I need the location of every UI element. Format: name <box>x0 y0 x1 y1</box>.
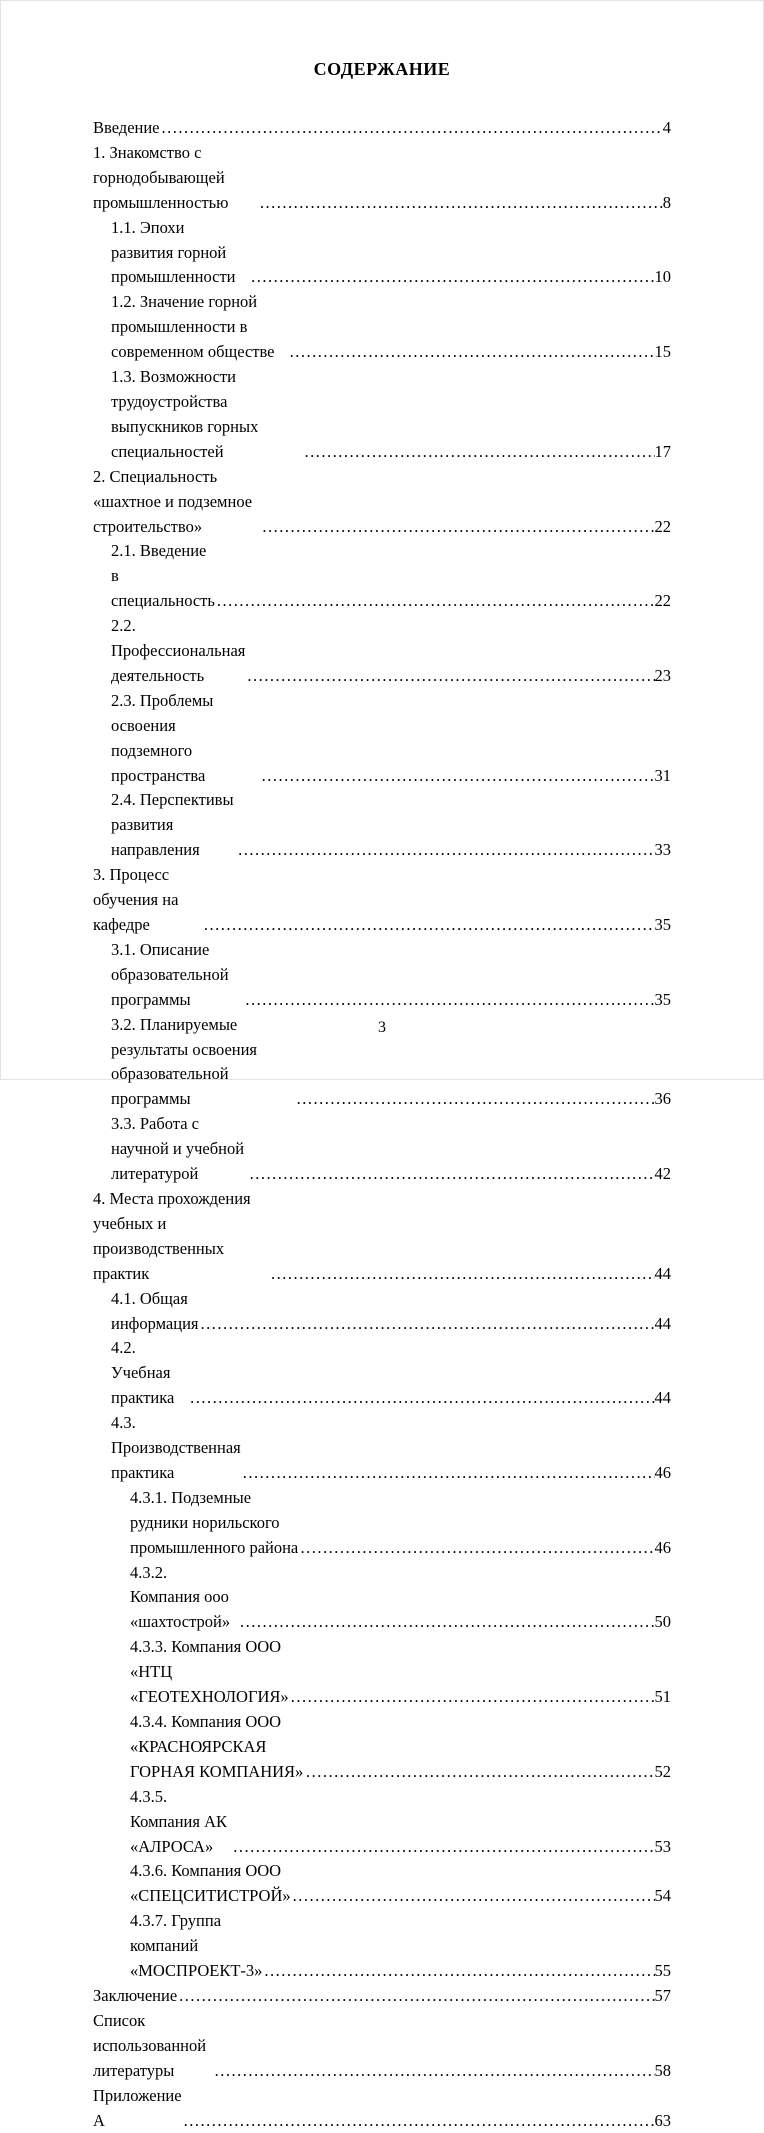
toc-leader-dots <box>231 1835 654 1860</box>
toc-leader-dots <box>199 1312 655 1337</box>
toc-entry <box>93 1112 671 1187</box>
toc-entry-page: 51 <box>655 1685 672 1710</box>
toc-entry <box>93 1859 671 1909</box>
toc-entry <box>93 1635 671 1710</box>
toc-entry-page: 22 <box>655 589 672 614</box>
toc-leader-dots <box>304 1760 654 1785</box>
toc-leader-dots <box>243 988 654 1013</box>
toc-entry-page: 4 <box>663 116 671 141</box>
toc-entry <box>93 938 671 1013</box>
toc-leader-dots <box>238 1610 655 1635</box>
toc-leader-dots <box>177 1984 654 2009</box>
toc-entry <box>93 1909 671 1984</box>
toc-entry <box>93 1561 671 1636</box>
toc-entry-page: 44 <box>655 1386 672 1411</box>
toc-entry <box>93 1411 671 1486</box>
toc-entry <box>93 689 671 789</box>
toc-entry-label: Список использованной литературы <box>93 2009 213 2084</box>
toc-entry-page: 31 <box>655 764 672 789</box>
toc-entry-label: 3.2. Планируемые результаты освоения образовательной программы <box>111 1013 295 1113</box>
toc-leader-dots <box>299 1536 655 1561</box>
toc-entry-page: 8 <box>663 191 671 216</box>
toc-entry-label: 4.3.4. Компания ООО «КРАСНОЯРСКАЯ ГОРНАЯ КОМПАНИЯ» <box>130 1710 304 1785</box>
toc-entry-label: 1.3. Возможности трудоустройства выпускников горных специальностей <box>111 365 302 465</box>
toc-entry <box>93 365 671 465</box>
toc-leader-dots <box>188 1386 654 1411</box>
toc-entry-label: 2. Специальность «шахтное и подземное строительство» <box>93 465 260 540</box>
toc-entry-label: 1.1. Эпохи развития горной промышленности <box>111 216 249 291</box>
toc-leader-dots <box>245 664 654 689</box>
page-number: 3 <box>1 1019 763 1037</box>
toc-entry-label: 3.1. Описание образовательной программы <box>111 938 243 1013</box>
toc-entry-page: 46 <box>655 1461 672 1486</box>
toc-entry <box>93 1336 671 1411</box>
toc-entry <box>93 116 671 141</box>
toc-entry-label: 4. Места прохождения учебных и производственных практик <box>93 1187 269 1287</box>
toc-entry-label: 4.1. Общая информация <box>111 1287 199 1337</box>
toc-leader-dots <box>289 1685 655 1710</box>
toc-entry-page: 54 <box>655 1884 672 1909</box>
toc-leader-dots <box>182 2109 655 2133</box>
toc-entry <box>93 2009 671 2084</box>
toc-entry <box>93 216 671 291</box>
toc-entry-page: 22 <box>655 515 672 540</box>
toc-leader-dots <box>260 764 655 789</box>
toc-entry-label: 4.3.2. Компания ооо «шахтострой» <box>130 1561 238 1636</box>
toc-entry-page: 44 <box>655 1312 672 1337</box>
toc-entry <box>93 1710 671 1785</box>
toc-entry-label: 4.3.7. Группа компаний «МОСПРОЕКТ-3» <box>130 1909 262 1984</box>
toc-entry <box>93 1785 671 1860</box>
toc-entry-label: 2.4. Перспективы развития направления <box>111 788 236 863</box>
toc-leader-dots <box>236 838 654 863</box>
toc-entry-page: 57 <box>655 1984 672 2009</box>
toc-entry <box>93 614 671 689</box>
toc-entry <box>93 141 671 216</box>
toc-entry-page: 46 <box>655 1536 672 1561</box>
toc-leader-dots <box>160 116 663 141</box>
toc-entry <box>93 1187 671 1287</box>
toc-leader-dots <box>295 1087 655 1112</box>
toc-entry-page: 10 <box>655 265 672 290</box>
toc-leader-dots <box>291 1884 655 1909</box>
toc-entry-label: 2.2. Профессиональная деятельность <box>111 614 245 689</box>
toc-entry-page: 33 <box>655 838 672 863</box>
toc-entry-page: 35 <box>655 988 672 1013</box>
toc-entry-label: 4.3.5. Компания АК «АЛРОСА» <box>130 1785 231 1860</box>
toc-entry <box>93 1287 671 1337</box>
toc-leader-dots <box>202 913 655 938</box>
toc-entry <box>93 788 671 863</box>
toc-entry-label: Введение <box>93 116 160 141</box>
toc-leader-dots <box>260 515 654 540</box>
toc-leader-dots <box>302 440 654 465</box>
toc-entry-label: 4.3.6. Компания ООО «СПЕЦСИТИСТРОЙ» <box>130 1859 291 1909</box>
toc-entry <box>93 539 671 614</box>
toc-entry-page: 53 <box>655 1835 672 1860</box>
toc-leader-dots <box>288 340 655 365</box>
toc-entry-page: 35 <box>655 913 672 938</box>
toc-entry-label: 3.3. Работа с научной и учебной литературой <box>111 1112 248 1187</box>
toc-entry-page: 44 <box>655 1262 672 1287</box>
toc-entry-label: 4.2. Учебная практика <box>111 1336 188 1411</box>
toc-entry-label: 2.1. Введение в специальность <box>111 539 215 614</box>
toc-entry-label: 4.3.3. Компания ООО «НТЦ «ГЕОТЕХНОЛОГИЯ» <box>130 1635 289 1710</box>
toc-entry-page: 36 <box>655 1087 672 1112</box>
toc-entry-page: 15 <box>655 340 672 365</box>
table-of-contents <box>93 116 671 2133</box>
toc-entry-label: 1. Знакомство с горнодобывающей промышленностью <box>93 141 258 216</box>
toc-entry-label: 4.3. Производственная практика <box>111 1411 241 1486</box>
toc-entry-label: 3. Процесс обучения на кафедре <box>93 863 202 938</box>
toc-entry-page: 17 <box>655 440 672 465</box>
toc-entry-label: 2.3. Проблемы освоения подземного пространства <box>111 689 260 789</box>
toc-entry-page: 42 <box>655 1162 672 1187</box>
toc-entry <box>93 465 671 540</box>
toc-leader-dots <box>269 1262 655 1287</box>
toc-leader-dots <box>258 191 663 216</box>
toc-entry-label: Приложение А <box>93 2084 182 2133</box>
toc-entry-page: 52 <box>655 1760 672 1785</box>
toc-entry-page: 63 <box>655 2109 672 2133</box>
toc-leader-dots <box>249 265 654 290</box>
toc-entry-page: 55 <box>655 1959 672 1984</box>
toc-entry <box>93 2084 671 2133</box>
toc-leader-dots <box>248 1162 655 1187</box>
toc-entry <box>93 1984 671 2009</box>
page-title: СОДЕРЖАНИЕ <box>93 59 671 80</box>
toc-entry-label: 4.3.1. Подземные рудники норильского промышленного района <box>130 1486 299 1561</box>
toc-leader-dots <box>213 2059 655 2084</box>
toc-entry-label: Заключение <box>93 1984 177 2009</box>
toc-entry <box>93 290 671 365</box>
toc-entry-page: 58 <box>655 2059 672 2084</box>
toc-leader-dots <box>241 1461 655 1486</box>
toc-entry-page: 23 <box>655 664 672 689</box>
toc-leader-dots <box>215 589 655 614</box>
toc-entry-page: 50 <box>655 1610 672 1635</box>
toc-entry <box>93 863 671 938</box>
toc-entry-label: 1.2. Значение горной промышленности в современном обществе <box>111 290 288 365</box>
toc-entry <box>93 1486 671 1561</box>
toc-leader-dots <box>262 1959 654 1984</box>
